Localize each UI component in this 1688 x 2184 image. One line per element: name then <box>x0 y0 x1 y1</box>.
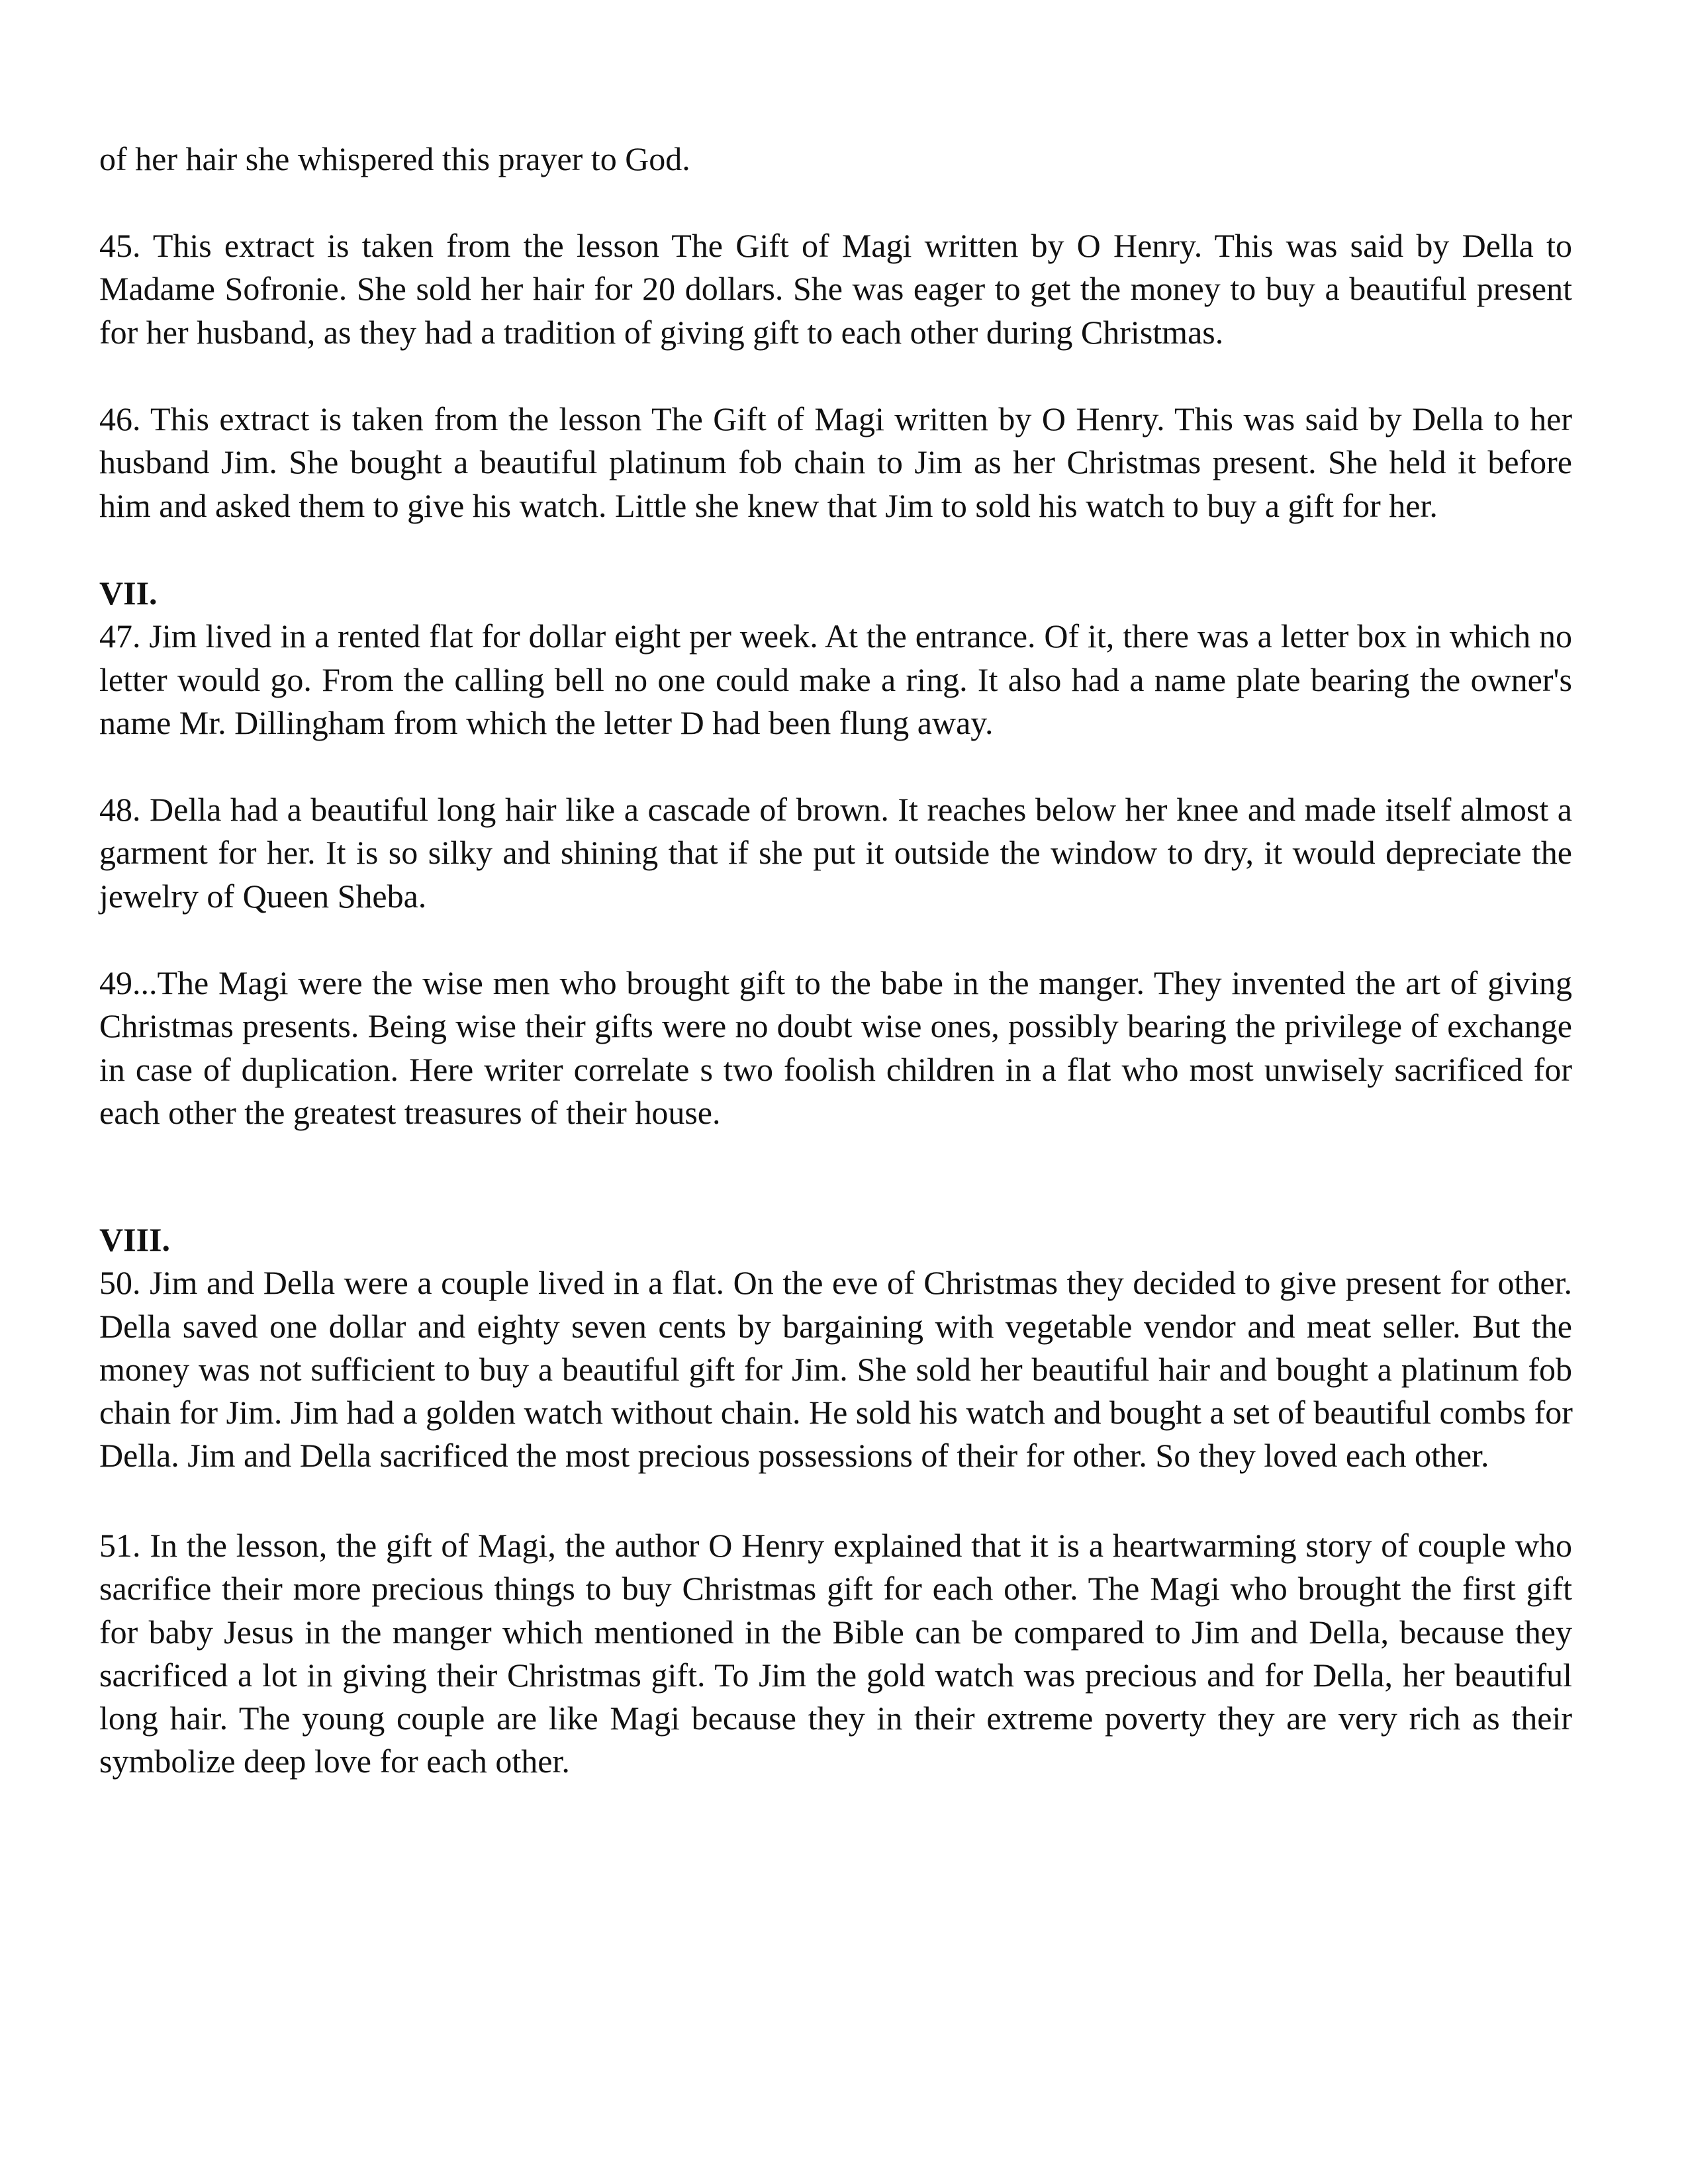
text-line: Della saved one dollar and eighty seven cents by bargaining with vegetable vendor and meat seller. But the <box>99 1307 1572 1345</box>
text-line: long hair. The young couple are like Magi because they in their extreme poverty they are very rich as their <box>99 1700 1572 1737</box>
text-line: name Mr. Dillingham from which the letter D had been flung away. <box>99 704 994 741</box>
text-line: chain for Jim. Jim had a golden watch without chain. He sold his watch and bought a set of beautiful combs for <box>99 1394 1573 1432</box>
section-vii <box>99 572 1572 745</box>
text-line: money was not sufficient to buy a beautiful gift for Jim. She sold her beautiful hair and bought a platinum fob <box>99 1350 1572 1388</box>
paragraph-47 <box>99 615 1572 745</box>
text-line: for her husband, as they had a tradition of giving gift to each other during Christmas. <box>99 313 1224 351</box>
paragraph-45 <box>99 224 1572 354</box>
section-viii <box>99 1218 1572 1478</box>
text-line: 46. This extract is taken from the lesson The Gift of Magi written by O Henry. This was said by Della to her <box>99 400 1572 437</box>
text-line: each other the greatest treasures of their house. <box>99 1093 721 1131</box>
text-line: jewelry of Queen Sheba. <box>99 877 427 915</box>
text-line: husband Jim. She bought a beautiful platinum fob chain to Jim as her Christmas present. She held it before <box>99 443 1572 481</box>
paragraph-46 <box>99 398 1572 527</box>
text-line: Christmas presents. Being wise their gifts were no doubt wise ones, possibly bearing the privilege of exchange <box>99 1007 1572 1045</box>
paragraph-intro <box>99 138 1572 181</box>
paragraph-50 <box>99 1261 1572 1477</box>
text-line: Madame Sofronie. She sold her hair for 20 dollars. She was eager to get the money to buy a beautiful present <box>99 270 1572 308</box>
text-line: 50. Jim and Della were a couple lived in a flat. On the eve of Christmas they decided to give present for other. <box>99 1264 1572 1302</box>
paragraph-48 <box>99 788 1572 918</box>
text-line: letter would go. From the calling bell no one could make a ring. It also had a name plate bearing the owner's <box>99 660 1572 698</box>
text-line: in case of duplication. Here writer correlate s two foolish children in a flat who most unwisely sacrificed for <box>99 1050 1572 1088</box>
section-heading-vii: VII. <box>99 574 158 612</box>
text-line: symbolize deep love for each other. <box>99 1743 570 1780</box>
text-line: 49...The Magi were the wise men who brought gift to the babe in the manger. They invented the art of giving <box>99 964 1572 1001</box>
text-line: for baby Jesus in the manger which mentioned in the Bible can be compared to Jim and Della, because they <box>99 1613 1572 1651</box>
text-line: Della. Jim and Della sacrificed the most precious possessions of their for other. So they loved each other. <box>99 1437 1489 1475</box>
text-line: him and asked them to give his watch. Little she knew that Jim to sold his watch to buy a gift for her. <box>99 486 1438 524</box>
text-line: 51. In the lesson, the gift of Magi, the author O Henry explained that it is a heartwarming story of couple who <box>99 1527 1572 1564</box>
paragraph-51 <box>99 1524 1572 1784</box>
text-line: 48. Della had a beautiful long hair like a cascade of brown. It reaches below her knee and made itself almost a <box>99 791 1572 828</box>
paragraph-49 <box>99 962 1572 1134</box>
section-heading-viii: VIII. <box>99 1221 170 1258</box>
text-line: sacrifice their more precious things to buy Christmas gift for each other. The Magi who brought the first gift <box>99 1570 1572 1608</box>
text-line: 45. This extract is taken from the lesson The Gift of Magi written by O Henry. This was said by Della to <box>99 227 1572 264</box>
text-line: 47. Jim lived in a rented flat for dollar eight per week. At the entrance. Of it, there was a letter box in which no <box>99 617 1572 655</box>
text-line: of her hair she whispered this prayer to God. <box>99 140 690 177</box>
text-line: garment for her. It is so silky and shining that if she put it outside the window to dry, it would depreciate the <box>99 834 1572 872</box>
text-line: sacrificed a lot in giving their Christmas gift. To Jim the gold watch was precious and for Della, her beautiful <box>99 1656 1572 1694</box>
